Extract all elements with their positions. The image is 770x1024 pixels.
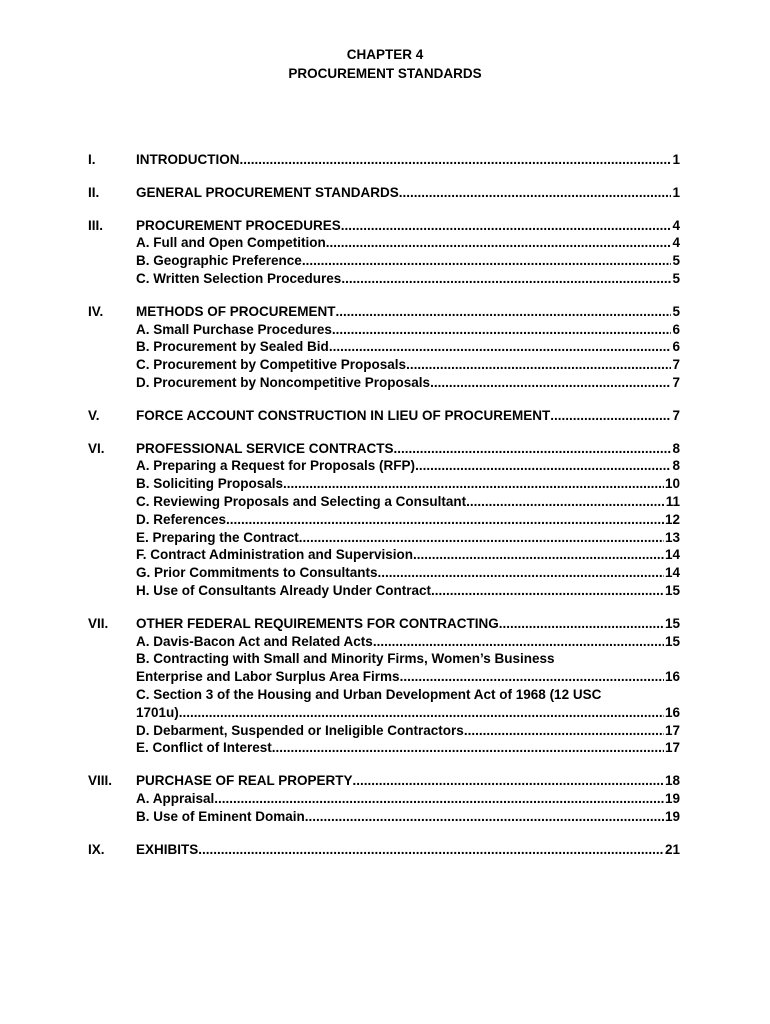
toc-entry: [136, 791, 680, 809]
dot-leader: [430, 375, 671, 390]
dot-leader: [431, 583, 664, 598]
section-numeral: VI.: [88, 440, 105, 456]
toc-page-number: 7: [672, 407, 680, 423]
toc-page-number: 1: [672, 152, 680, 167]
toc-entry-title: C. Procurement by Competitive Proposals: [136, 357, 407, 373]
toc-section: [88, 842, 680, 860]
dot-leader: [413, 547, 664, 562]
toc-entry-title: B. Use of Eminent Domain: [136, 808, 305, 824]
dot-leader: [332, 322, 672, 337]
toc-entry-title: E. Preparing the Contract: [136, 529, 299, 545]
toc-section: [88, 616, 680, 758]
toc-entry: [136, 271, 680, 289]
toc-entry-title: A. Small Purchase Procedures: [136, 321, 332, 337]
toc-page-number: 5: [672, 303, 680, 319]
chapter-title: PROCUREMENT STANDARDS: [288, 66, 482, 81]
toc-entry: [136, 253, 680, 271]
toc-page-number: 7: [672, 357, 680, 373]
toc-entry: [136, 773, 680, 791]
toc-section: [88, 773, 680, 826]
dot-leader: [466, 494, 665, 509]
toc-entry-title: GENERAL PROCUREMENT STANDARDS: [136, 184, 399, 200]
toc-entry: [136, 322, 680, 340]
toc-entry-title: G. Prior Commitments to Consultants: [136, 565, 378, 581]
toc-entry-title: OTHER FEDERAL REQUIREMENTS FOR CONTRACTING: [136, 615, 499, 631]
toc-entry: [136, 304, 680, 322]
toc-entry-title: C. Written Selection Procedures: [136, 270, 342, 286]
toc-entry: [136, 339, 680, 357]
toc-entry-title: B. Geographic Preference: [136, 253, 302, 269]
dot-leader: [353, 773, 664, 788]
dot-leader: [400, 669, 664, 684]
toc-entry-title: F. Contract Administration and Supervision: [136, 547, 414, 563]
section-numeral: VII.: [88, 615, 109, 631]
toc-entry-title: A. Davis-Bacon Act and Related Acts: [136, 633, 373, 649]
toc-entry: [136, 634, 680, 652]
toc-section: [88, 408, 680, 426]
dot-leader: [272, 740, 664, 755]
dot-leader: [373, 634, 664, 649]
toc-entry-title: PROFESSIONAL SERVICE CONTRACTS: [136, 440, 394, 456]
toc-entry: [136, 235, 680, 253]
dot-leader: [415, 458, 671, 473]
toc-entry: [136, 512, 680, 530]
toc-page-number: 15: [664, 582, 680, 598]
toc-page-number: 16: [664, 704, 680, 720]
toc-entry-title: B. Soliciting Proposals: [136, 476, 284, 492]
toc-page-number: 11: [665, 493, 680, 509]
toc-section: [88, 218, 680, 289]
toc-page-number: 12: [664, 511, 680, 527]
toc-entry-title: D. Debarment, Suspended or Ineligible Contractors: [136, 722, 464, 738]
toc-entry: [136, 476, 680, 494]
toc-entry-title: A. Full and Open Competition: [136, 235, 326, 251]
toc-entry: [136, 565, 680, 583]
toc-entry: [136, 669, 680, 687]
dot-leader: [329, 339, 672, 354]
toc-page-number: 18: [664, 773, 680, 789]
dot-leader: [198, 842, 664, 857]
toc-entry: [136, 408, 680, 426]
table-of-contents: [88, 152, 680, 874]
toc-entry-title: INTRODUCTION: [136, 152, 240, 167]
toc-entry: [136, 441, 680, 459]
toc-page-number: 15: [664, 633, 680, 649]
toc-entry-title: H. Use of Consultants Already Under Contract: [136, 582, 432, 598]
dot-leader: [240, 152, 672, 167]
dot-leader: [283, 476, 664, 491]
dot-leader: [226, 512, 664, 527]
toc-entry-title: E. Conflict of Interest: [136, 740, 272, 756]
dot-leader: [399, 185, 672, 200]
toc-page-number: 10: [664, 476, 680, 492]
toc-page-number: 6: [672, 339, 680, 355]
dot-leader: [214, 791, 664, 806]
section-numeral: V.: [88, 407, 100, 423]
toc-page-number: 13: [664, 529, 680, 545]
toc-page-number: 1: [672, 184, 680, 200]
dot-leader: [341, 271, 671, 286]
toc-entry-title: C. Section 3 of the Housing and Urban Development Act of 1968 (12 USC: [136, 686, 602, 702]
dot-leader: [378, 565, 664, 580]
toc-page-number: 19: [664, 808, 680, 824]
section-numeral: I.: [88, 152, 96, 167]
dot-leader: [326, 235, 672, 250]
toc-entry-title: Enterprise and Labor Surplus Area Firms: [136, 669, 400, 685]
section-numeral: VIII.: [88, 773, 113, 789]
toc-page-number: 17: [664, 722, 680, 738]
toc-entry: [136, 494, 680, 512]
toc-entry-title: B. Procurement by Sealed Bid: [136, 339, 329, 355]
toc-entry-title: B. Contracting with Small and Minority Firms, Women’s Business: [136, 651, 555, 667]
dot-leader: [550, 408, 671, 423]
toc-entry-title: A. Preparing a Request for Proposals (RFP): [136, 458, 416, 474]
toc-entry: [136, 547, 680, 565]
chapter-number: CHAPTER 4: [346, 47, 424, 62]
dot-leader: [464, 723, 664, 738]
toc-page-number: 21: [664, 841, 680, 857]
dot-leader: [394, 441, 672, 456]
toc-page-number: 14: [664, 547, 680, 563]
dot-leader: [305, 809, 664, 824]
toc-page-number: 5: [672, 270, 680, 286]
toc-page-number: 15: [664, 615, 680, 631]
toc-section: [88, 304, 680, 393]
toc-section: [88, 185, 680, 203]
toc-section: [88, 152, 680, 170]
toc-page-number: 14: [664, 565, 680, 581]
section-numeral: II.: [88, 184, 100, 200]
dot-leader: [302, 253, 672, 268]
toc-page-number: 16: [664, 669, 680, 685]
dot-leader: [499, 616, 664, 631]
dot-leader: [341, 218, 672, 233]
dot-leader: [299, 530, 664, 545]
toc-entry-title: D. Procurement by Noncompetitive Proposals: [136, 374, 431, 390]
toc-page-number: 5: [672, 253, 680, 269]
toc-page-number: 17: [664, 740, 680, 756]
section-numeral: IX.: [88, 841, 105, 857]
toc-page-number: 6: [672, 321, 680, 337]
toc-entry: [136, 740, 680, 758]
dot-leader: [406, 357, 671, 372]
toc-entry: [136, 616, 680, 634]
toc-entry-title: 1701u): [136, 704, 179, 720]
toc-entry-title: PURCHASE OF REAL PROPERTY: [136, 773, 353, 789]
section-numeral: III.: [88, 217, 104, 233]
toc-entry: [136, 583, 680, 601]
toc-page-number: 8: [672, 440, 680, 456]
toc-entry-title: D. References: [136, 511, 227, 527]
toc-entry-title: C. Reviewing Proposals and Selecting a Consultant: [136, 493, 467, 509]
toc-page-number: 19: [664, 790, 680, 806]
dot-leader: [179, 705, 664, 720]
toc-entry: [136, 218, 680, 236]
toc-entry: [136, 375, 680, 393]
toc-entry-title: EXHIBITS: [136, 841, 199, 857]
toc-page-number: 4: [672, 217, 680, 233]
section-numeral: IV.: [88, 303, 104, 319]
toc-entry: [136, 357, 680, 375]
toc-entry: [136, 705, 680, 723]
toc-page-number: 8: [672, 458, 680, 474]
toc-entry-title: FORCE ACCOUNT CONSTRUCTION IN LIEU OF PROCUREMENT: [136, 407, 551, 423]
toc-entry-title: A. Appraisal: [136, 790, 215, 806]
toc-entry: [136, 842, 680, 860]
toc-entry-title: PROCUREMENT PROCEDURES: [136, 217, 341, 233]
toc-entry: [136, 809, 680, 827]
toc-entry: [136, 723, 680, 741]
toc-entry: [136, 530, 680, 548]
toc-section: [88, 441, 680, 601]
toc-entry-title: METHODS OF PROCUREMENT: [136, 303, 336, 319]
toc-page-number: 7: [672, 374, 680, 390]
toc-entry: [136, 152, 680, 170]
toc-entry: [136, 185, 680, 203]
toc-page-number: 4: [672, 235, 680, 251]
dot-leader: [336, 304, 672, 319]
toc-entry: [136, 458, 680, 476]
